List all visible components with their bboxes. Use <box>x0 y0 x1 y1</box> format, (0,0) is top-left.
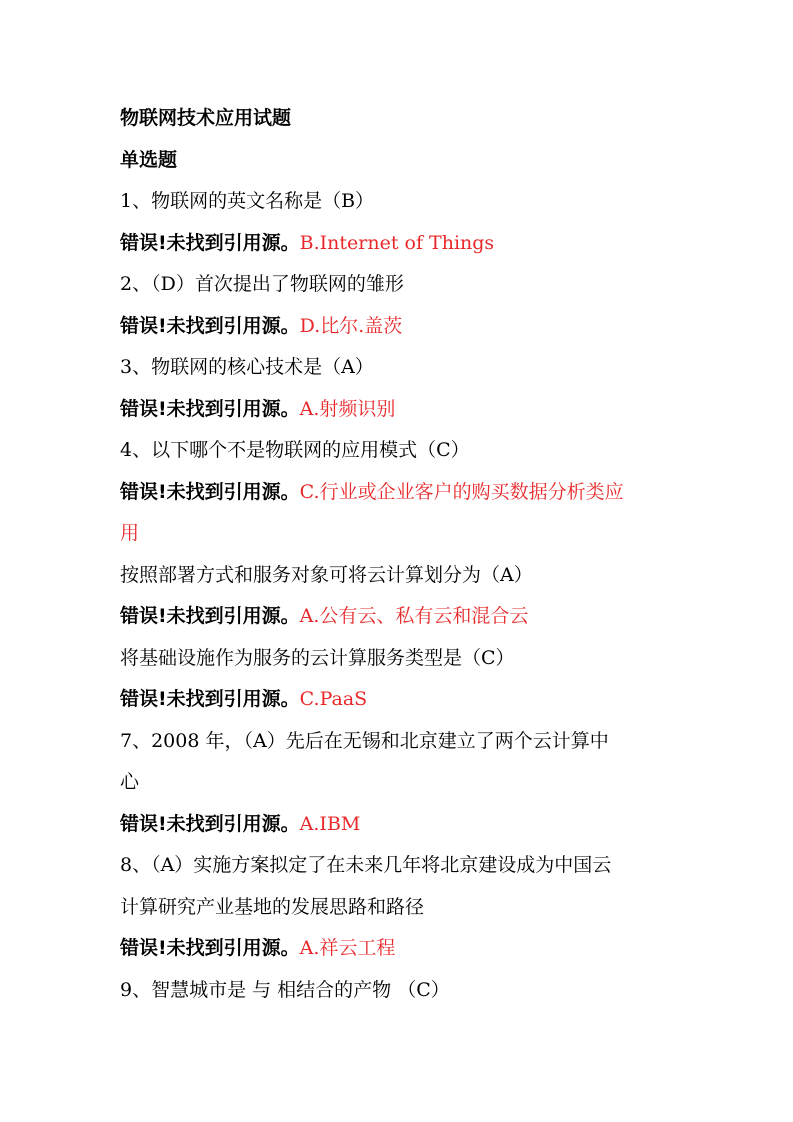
error-label: 错误!未找到引用源。 <box>120 937 300 959</box>
question-2: 2、（D）首次提出了物联网的雏形 <box>120 273 404 295</box>
error-label: 错误!未找到引用源。 <box>120 480 300 503</box>
answer-line-5 <box>120 596 680 638</box>
answer-1: B.Internet of Things <box>299 231 495 254</box>
error-label: 错误!未找到引用源。 <box>120 812 300 835</box>
question-3: 3、物联网的核心技术是（A） <box>120 356 374 378</box>
error-label: 错误!未找到引用源。 <box>120 605 300 627</box>
section-heading: 单选题 <box>120 148 178 171</box>
answer-line-7 <box>120 804 680 846</box>
error-label: 错误!未找到引用源。 <box>120 688 300 710</box>
error-label: 错误!未找到引用源。 <box>120 231 300 254</box>
answer-4-continued: 用 <box>120 522 140 544</box>
question-8-continued: 计算研究产业基地的发展思路和路径 <box>120 895 425 918</box>
answer-line-1 <box>120 223 680 265</box>
answer-7: A.IBM <box>299 812 361 835</box>
question-9: 9、智慧城市是 与 相结合的产物 （C） <box>120 978 450 1001</box>
answer-line-3 <box>120 389 680 431</box>
answer-4: C.行业或企业客户的购买数据分析类应 <box>299 480 624 503</box>
error-label: 错误!未找到引用源。 <box>120 397 300 420</box>
answer-line-4 <box>120 472 680 514</box>
question-7-continued: 心 <box>120 771 140 793</box>
question-8: 8、（A）实施方案拟定了在未来几年将北京建设成为中国云 <box>120 854 612 876</box>
error-label: 错误!未找到引用源。 <box>120 314 300 337</box>
document-page <box>120 98 680 1011</box>
question-7: 7、2008 年，（A）先后在无锡和北京建立了两个云计算中 <box>120 729 609 752</box>
answer-2: D.比尔.盖茨 <box>299 314 403 337</box>
answer-3: A.射频识别 <box>299 397 396 420</box>
answer-line-8 <box>120 928 680 970</box>
answer-8: A.祥云工程 <box>299 937 396 959</box>
document-title: 物联网技术应用试题 <box>120 107 292 129</box>
question-5: 按照部署方式和服务对象可将云计算划分为（A） <box>120 563 533 586</box>
question-6: 将基础设施作为服务的云计算服务类型是（C） <box>120 646 515 669</box>
question-4: 4、以下哪个不是物联网的应用模式（C） <box>120 439 470 461</box>
question-1: 1、物联网的英文名称是（B） <box>120 190 375 212</box>
answer-6: C.PaaS <box>299 688 368 710</box>
answer-line-2 <box>120 306 680 348</box>
answer-line-6 <box>120 679 680 721</box>
answer-5: A.公有云、私有云和混合云 <box>299 605 529 627</box>
